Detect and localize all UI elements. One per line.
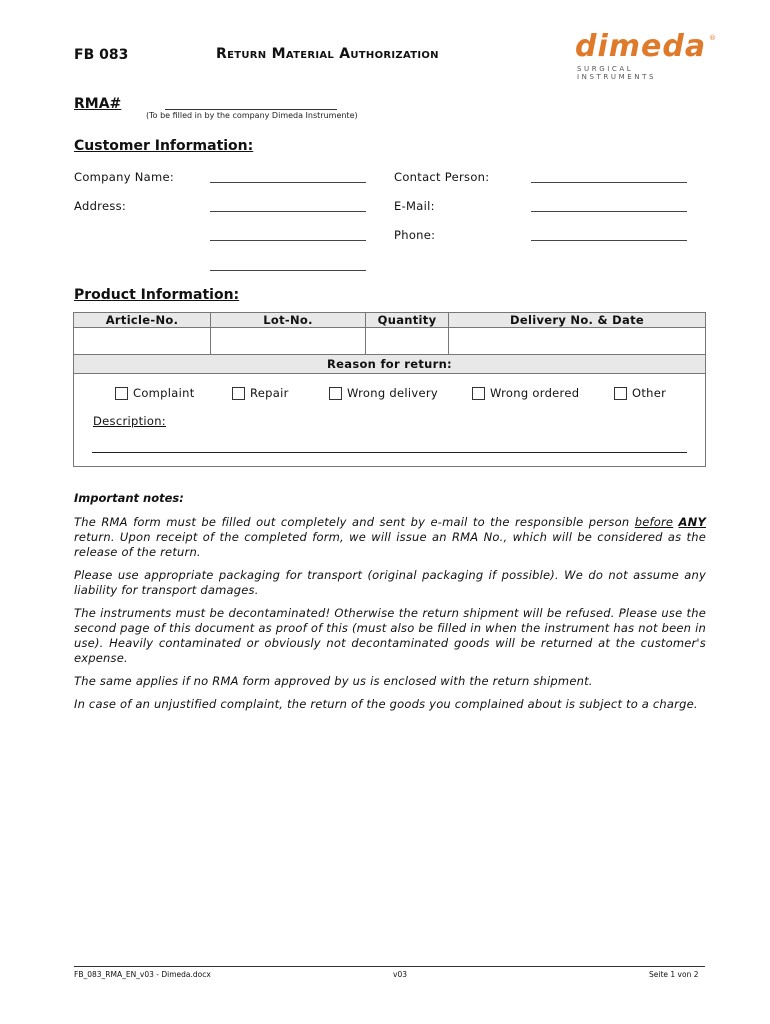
- note-text: return. Upon receipt of the completed form, we will issue an RMA No., which will be considered as the release of the return.: [74, 530, 706, 559]
- dimeda-logo: [575, 29, 716, 81]
- note-any-emphasis: ANY: [678, 515, 706, 529]
- note-paragraph-3: The instruments must be decontaminated! Otherwise the return shipment will be refused. Please use the second page of this document as proof of this (must also be filled in when the instrument has not been in use). Heavily contaminated or obviously not decontaminated goods will be returned at the customer's expense.: [74, 606, 706, 665]
- rma-number-field[interactable]: [165, 97, 337, 110]
- rma-label: RMA#: [74, 96, 122, 112]
- important-notes-heading: Important notes:: [74, 491, 184, 505]
- reason-header-row: [74, 355, 706, 374]
- column-article-no: Article-No.: [74, 313, 211, 328]
- footer-filename: FB_083_RMA_EN_v03 - Dimeda.docx: [74, 970, 211, 979]
- contact-person-label: Contact Person:: [394, 170, 490, 184]
- reason-for-return-header: Reason for return:: [74, 355, 706, 374]
- contact-person-field[interactable]: [531, 170, 687, 183]
- logo-wordmark: dimeda: [575, 29, 707, 64]
- product-table-row: [74, 328, 706, 355]
- footer-divider: [74, 966, 705, 967]
- reason-repair-checkbox[interactable]: [232, 386, 289, 400]
- product-info-heading: Product Information:: [74, 287, 240, 303]
- email-field[interactable]: [531, 199, 687, 212]
- note-paragraph-4: The same applies if no RMA form approved by us is enclosed with the return shipment.: [74, 674, 593, 688]
- product-table-header: [74, 313, 706, 328]
- company-name-label: Company Name:: [74, 170, 175, 184]
- reason-label: Wrong ordered: [490, 386, 580, 400]
- note-paragraph-1: [74, 515, 706, 560]
- address-field-line-1[interactable]: [210, 199, 366, 212]
- checkbox-icon: [472, 387, 485, 400]
- reason-wrong-delivery-checkbox[interactable]: [329, 386, 438, 400]
- column-quantity: Quantity: [366, 313, 449, 328]
- company-name-field[interactable]: [210, 170, 366, 183]
- form-code: FB 083: [74, 47, 129, 63]
- checkbox-icon: [329, 387, 342, 400]
- reason-label: Wrong delivery: [347, 386, 438, 400]
- email-label: E-Mail:: [394, 199, 435, 213]
- customer-info-heading: Customer Information:: [74, 138, 254, 154]
- reason-label: Complaint: [133, 386, 195, 400]
- document-title: Return Material Authorization: [216, 46, 439, 62]
- reason-label: Repair: [250, 386, 289, 400]
- description-field[interactable]: [92, 452, 687, 453]
- reason-wrong-ordered-checkbox[interactable]: [472, 386, 579, 400]
- note-before-word: before: [634, 515, 674, 529]
- rma-note: (To be filled in by the company Dimeda Instrumente): [146, 111, 358, 120]
- address-field-line-3[interactable]: [210, 258, 366, 271]
- reason-label: Other: [632, 386, 667, 400]
- checkbox-icon: [614, 387, 627, 400]
- checkbox-icon: [232, 387, 245, 400]
- note-text: The RMA form must be filled out completely and sent by e-mail to the responsible person: [74, 515, 635, 529]
- footer-page-number: Seite 1 von 2: [649, 970, 699, 979]
- description-label: Description:: [93, 414, 166, 428]
- delivery-no-date-cell[interactable]: [449, 328, 706, 355]
- registered-mark: ®: [709, 34, 716, 42]
- logo-tagline: SURGICAL INSTRUMENTS: [577, 65, 657, 81]
- footer-version: v03: [393, 970, 407, 979]
- note-paragraph-5: In case of an unjustified complaint, the return of the goods you complained about is subject to a charge.: [74, 697, 698, 711]
- address-label: Address:: [74, 199, 127, 213]
- checkbox-icon: [115, 387, 128, 400]
- note-paragraph-2: Please use appropriate packaging for transport (original packaging if possible). We do not assume any liability for transport damages.: [74, 568, 706, 597]
- phone-field[interactable]: [531, 228, 687, 241]
- column-lot-no: Lot-No.: [211, 313, 366, 328]
- reason-other-checkbox[interactable]: [614, 386, 666, 400]
- address-field-line-2[interactable]: [210, 228, 366, 241]
- phone-label: Phone:: [394, 228, 436, 242]
- column-delivery-no-date: Delivery No. & Date: [449, 313, 706, 328]
- reason-complaint-checkbox[interactable]: [115, 386, 195, 400]
- product-table: [73, 312, 706, 374]
- lot-no-cell[interactable]: [211, 328, 366, 355]
- quantity-cell[interactable]: [366, 328, 449, 355]
- article-no-cell[interactable]: [74, 328, 211, 355]
